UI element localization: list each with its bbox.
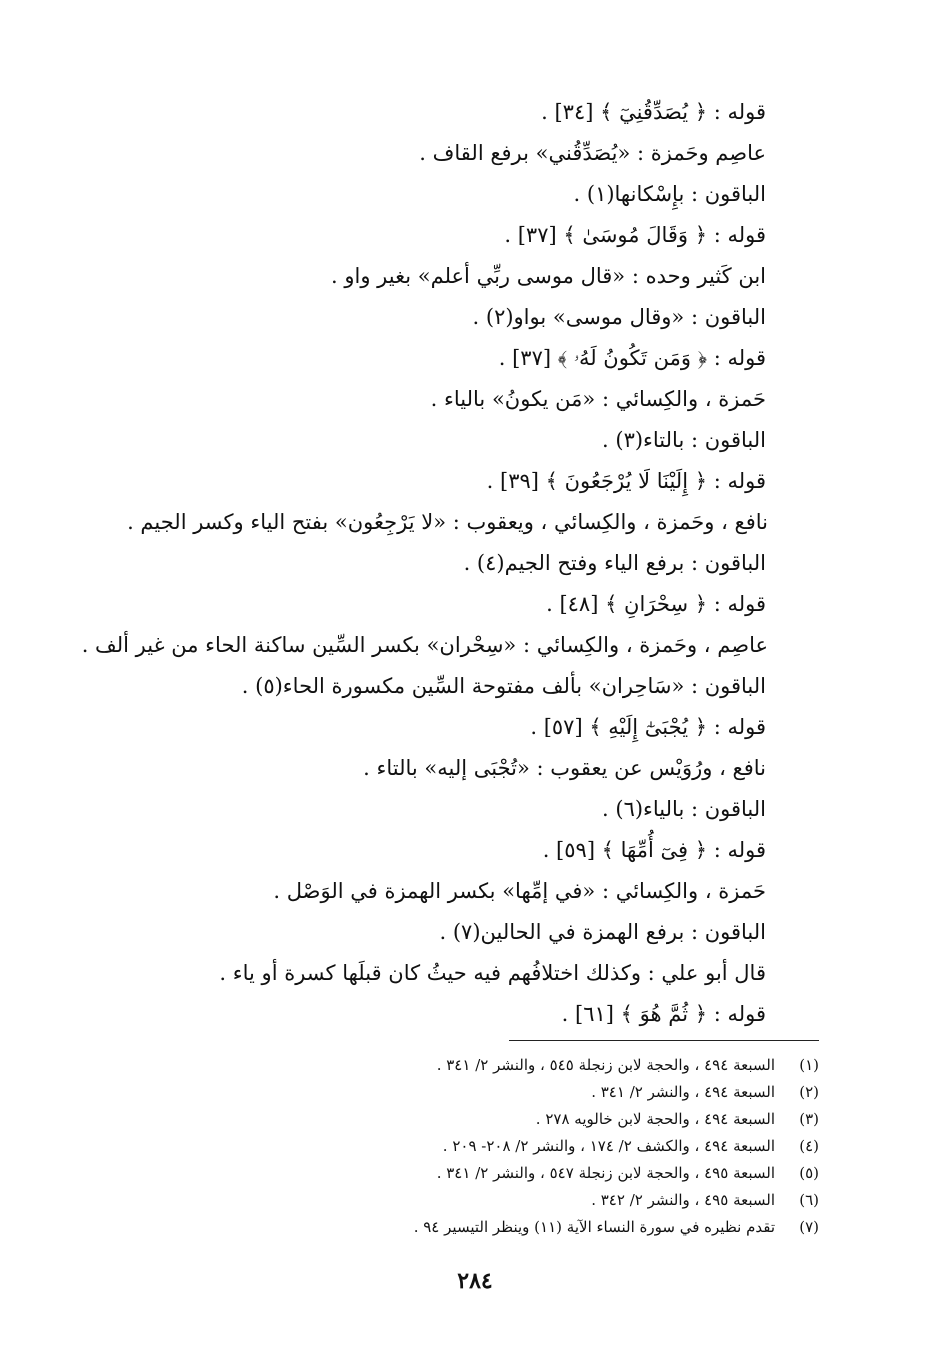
- text-line: قوله : ﴿ فِىٓ أُمِّهَا ﴾ [٥٩] .: [542, 838, 766, 862]
- footnote-text: السبعة ٤٩٥ ، والنشر ٢/ ٣٤٢ .: [591, 1191, 775, 1209]
- text-line: الباقون : بالياء(٦) .: [602, 797, 766, 821]
- footnote: [259, 1187, 819, 1214]
- footnote-text: تقدم نظيره في سورة النساء الآية (١١) وينظر التيسير ٩٤ .: [413, 1218, 775, 1236]
- text-line: الباقون : «وقال موسى» بواو(٢) .: [472, 305, 766, 329]
- text-line: الباقون : بالتاء(٣) .: [602, 428, 766, 452]
- text-line: حَمزة ، والكِسائي : «مَن يكونُ» بالياء .: [430, 387, 766, 411]
- footnote: [259, 1052, 819, 1079]
- footnote-text: السبعة ٤٩٤ ، والحجة لابن زنجلة ٥٤٥ ، والنشر ٢/ ٣٤١ .: [436, 1056, 775, 1074]
- footnote-text: السبعة ٤٩٤ ، والحجة لابن خالويه ٢٧٨ .: [535, 1110, 775, 1128]
- footnotes: [259, 1052, 819, 1241]
- footnote-text: السبعة ٤٩٤ ، والنشر ٢/ ٣٤١ .: [591, 1083, 775, 1101]
- text-line: حَمزة ، والكِسائي : «في إمِّها» بكسر الهمزة في الوَصْل .: [273, 879, 766, 903]
- footnote: [259, 1079, 819, 1106]
- footnote-text: السبعة ٤٩٥ ، والحجة لابن زنجلة ٥٤٧ ، والنشر ٢/ ٣٤١ .: [436, 1164, 775, 1182]
- footnote-number: (٧): [799, 1218, 819, 1236]
- text-line: ابن كَثير وحده : «قال موسى ربِّي أعلم» بغير واو .: [331, 264, 766, 288]
- footnote-divider: [509, 1040, 819, 1041]
- text-line: عاصِم وحَمزة : «يُصَدِّقُني» برفع القاف .: [419, 141, 766, 165]
- text-line: عاصِم ، وحَمزة ، والكِسائي : «سِحْران» بكسر السِّين ساكنة الحاء من غير ألف .: [81, 633, 768, 657]
- footnote-number: (٤): [799, 1137, 819, 1155]
- footnote-number: (٦): [799, 1191, 819, 1209]
- text-line: الباقون : «سَاحِران» بألف مفتوحة السِّين مكسورة الحاء(٥) .: [241, 674, 766, 698]
- text-line: قوله : ﴿ سِحْرَانِ ﴾ [٤٨] .: [546, 592, 766, 616]
- text-line: قوله : ﴿ وَقَالَ مُوسَىٰ ﴾ [٣٧] .: [504, 223, 766, 247]
- text-line: قوله : ﴿ يُجْبَىٰٓ إِلَيْهِ ﴾ [٥٧] .: [530, 715, 766, 739]
- text-line: نافع ، وحَمزة ، والكِسائي ، ويعقوب : «لا يَرْجِعُون» بفتح الياء وكسر الجيم .: [127, 510, 768, 534]
- footnote: [259, 1133, 819, 1160]
- footnote-number: (١): [799, 1056, 819, 1074]
- text-line: قوله : ﴿ إِلَيْنَا لَا يُرْجَعُونَ ﴾ [٣٩] .: [486, 469, 766, 493]
- text-line: الباقون : برفع الهمزة في الحالين(٧) .: [439, 920, 766, 944]
- footnote-number: (٣): [799, 1110, 819, 1128]
- text-line: نافع ، ورُوَيْس عن يعقوب : «تُجْبَى إليه» بالتاء .: [363, 756, 766, 780]
- text-line: قوله : ﴿ وَمَن تَكُونُ لَهُۥ ﴾ [٣٧] .: [498, 346, 766, 370]
- text-line: الباقون : بإِسْكانها(١) .: [573, 182, 766, 206]
- footnote-number: (٢): [799, 1083, 819, 1101]
- footnote-text: السبعة ٤٩٤ ، والكشف ٢/ ١٧٤ ، والنشر ٢/ ٢٠٨- ٢٠٩ .: [442, 1137, 775, 1155]
- footnote: [259, 1214, 819, 1241]
- footnote: [259, 1106, 819, 1133]
- text-line: قوله : ﴿ يُصَدِّقُنِيٓ ﴾ [٣٤] .: [541, 100, 766, 124]
- footnote-number: (٥): [799, 1164, 819, 1182]
- footnote: [259, 1160, 819, 1187]
- page-number: ٢٨٤: [457, 1268, 493, 1294]
- text-line: قوله : ﴿ ثُمَّ هُوَ ﴾ [٦١] .: [561, 1002, 766, 1026]
- main-text: [81, 92, 768, 1035]
- text-line: قال أبو علي : وكذلك اختلافُهم فيه حيثُ كان قبلَها كسرة أو ياء .: [219, 961, 766, 985]
- text-line: الباقون : برفع الياء وفتح الجيم(٤) .: [463, 551, 766, 575]
